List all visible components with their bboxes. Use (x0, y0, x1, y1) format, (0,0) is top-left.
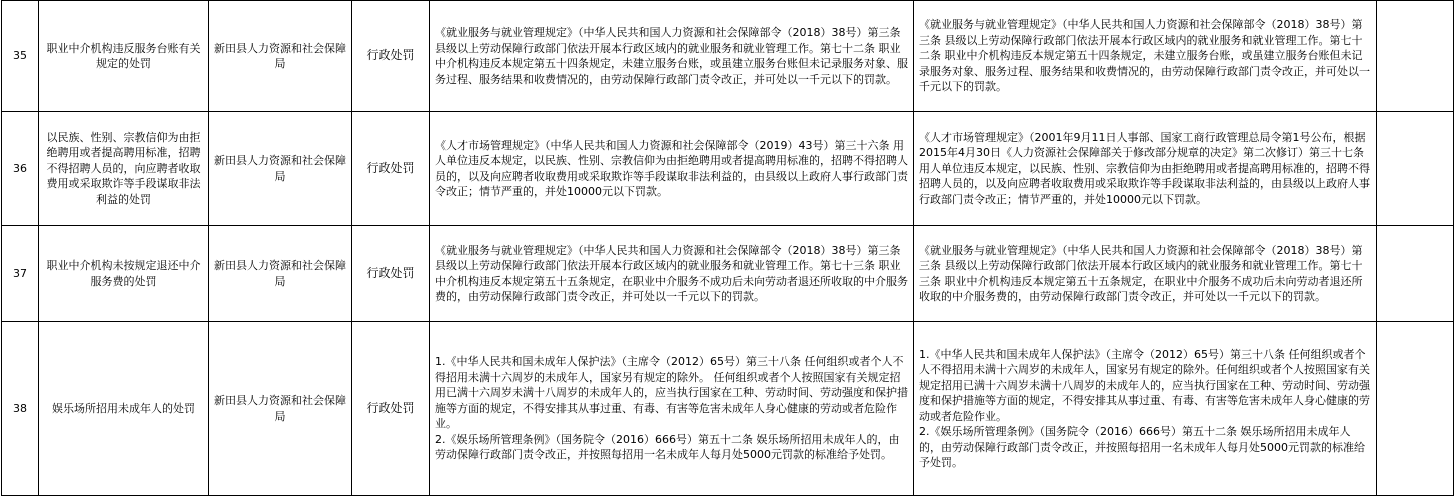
basis-paragraph: 《就业服务与就业管理规定》（中华人民共和国人力资源和社会保障部令（2018）38号）第三条 县级以上劳动保障行政部门依法开展本行政区域内的就业服务和就业管理工作。第七十三条 职业中介机构违反本规定第五十五条规定，在职业中介服务不成功后未向劳动者退还所收取的中介服务费的，由劳动保障行政部门责令改正，并可处以一千元以下的罚款。 (919, 243, 1363, 303)
basis-paragraph: 《就业服务与就业管理规定》（中华人民共和国人力资源和社会保障部令（2018）38号）第三条 县级以上劳动保障行政部门依法开展本行政区域内的就业服务和就业管理工作。第七十二条 职业中介机构违反本规定第五十四条规定，未建立服务台账，或虽建立服务台账但未记录服务对象、服务过程、服务结果和收费情况的，由劳动保障行政部门责令改正，并可处以一千元以下的罚款。 (919, 18, 1370, 94)
row-number: 35 (2, 1, 39, 112)
basis-paragraph: 2.《娱乐场所管理条例》（国务院令（2016）666号）第五十二条 娱乐场所招用未成年人的，由劳动保障行政部门责令改正，并按照每招用一名未成年人每月处5000元罚款的标准给予处罚。 (435, 432, 900, 462)
item-name: 职业中介机构违反服务台账有关规定的处罚 (39, 1, 209, 112)
item-name: 职业中介机构未按规定退还中介服务费的处罚 (39, 226, 209, 322)
empty-cell (1377, 112, 1454, 226)
department: 新田县人力资源和社会保障局 (209, 226, 352, 322)
item-type: 行政处罚 (352, 1, 430, 112)
row-number: 38 (2, 322, 39, 496)
table-row (2, 226, 1454, 322)
table-row (2, 1, 1454, 112)
legal-basis (430, 112, 914, 226)
basis-paragraph: 《就业服务与就业管理规定》（中华人民共和国人力资源和社会保障部令（2018）38号）第三条 县级以上劳动保障行政部门依法开展本行政区域内的就业服务和就业管理工作。第七十三条 职业中介机构违反本规定第五十五条规定，在职业中介服务不成功后未向劳动者退还所收取的中介服务费的，由劳动保障行政部门责令改正，并可处以一千元以下的罚款。 (435, 243, 908, 303)
item-type: 行政处罚 (352, 112, 430, 226)
basis-paragraph: 1.《中华人民共和国未成年人保护法》（主席令（2012）65号）第三十八条 任何组织或者个人不得招用未满十六周岁的未成年人，国家另有规定的除外。 任何组织或者个人按照国家有关规定招用已满十六周岁未满十八周岁的未成年人的，应当执行国家在工种、劳动时间、劳动强度和保护措施等方面的规定，不得安排其从事过重、有毒、有害等危害未成年人身心健康的劳动或者危险作业。 (435, 355, 908, 431)
legal-basis-revised (914, 322, 1377, 496)
rules-table (1, 0, 1454, 496)
basis-paragraph: 《人才市场管理规定》（2001年9月11日人事部、国家工商行政管理总局令第1号公布，根据2015年4月30日《人力资源社会保障部关于修改部分规章的决定》第二次修订）第三十七条 用人单位违反本规定，以民族、性别、宗教信仰为由拒绝聘用或者提高聘用标准的，招聘不得招聘人员的，以及向应聘者收取费用或采取欺诈等手段谋取非法利益的，由县级以上政府人事行政部门责令改正；情节严重的，并处10000元以下罚款。 (919, 130, 1370, 206)
basis-paragraph: 1.《中华人民共和国未成年人保护法》（主席令（2012）65号）第三十八条 任何组织或者个人不得招用未满十六周岁的未成年人，国家另有规定的除外。任何组织或者个人按照国家有关规定招用已满十六周岁未满十八周岁的未成年人的，应当执行国家在工种、劳动时间、劳动强度和保护措施等方面的规定，不得安排其从事过重、有毒、有害等危害未成年人身心健康的劳动或者危险作业。 (919, 347, 1370, 423)
legal-basis (430, 322, 914, 496)
empty-cell (1377, 1, 1454, 112)
item-name: 娱乐场所招用未成年人的处罚 (39, 322, 209, 496)
empty-cell (1377, 322, 1454, 496)
basis-paragraph: 《人才市场管理规定》（中华人民共和国人力资源和社会保障部令（2019）43号）第三十六条 用人单位违反本规定，以民族、性别、宗教信仰为由拒绝聘用或者提高聘用标准的，招聘不得招聘人员的，以及向应聘者收取费用或采取欺诈等手段谋取非法利益的，由县级以上政府人事行政部门责令改正；情节严重的，并处10000元以下罚款。 (435, 138, 908, 198)
department: 新田县人力资源和社会保障局 (209, 112, 352, 226)
department: 新田县人力资源和社会保障局 (209, 1, 352, 112)
legal-basis (430, 226, 914, 322)
row-number: 37 (2, 226, 39, 322)
table-row (2, 322, 1454, 496)
legal-basis-revised (914, 1, 1377, 112)
item-type: 行政处罚 (352, 322, 430, 496)
table-row (2, 112, 1454, 226)
basis-paragraph: 2.《娱乐场所管理条例》（国务院令（2016）666号）第五十二条 娱乐场所招用未成年人的，由劳动保障行政部门责令改正，并按照每招用一名未成年人每月处5000元罚款的标准给予处罚。 (919, 425, 1365, 469)
item-type: 行政处罚 (352, 226, 430, 322)
legal-basis-revised (914, 112, 1377, 226)
legal-basis (430, 1, 914, 112)
row-number: 36 (2, 112, 39, 226)
empty-cell (1377, 226, 1454, 322)
department: 新田县人力资源和社会保障局 (209, 322, 352, 496)
legal-basis-revised (914, 226, 1377, 322)
basis-paragraph: 《就业服务与就业管理规定》（中华人民共和国人力资源和社会保障部令（2018）38号）第三条 县级以上劳动保障行政部门依法开展本行政区域内的就业服务和就业管理工作。第七十二条 职业中介机构违反本规定第五十四条规定，未建立服务台账，或虽建立服务台账但未记录服务对象、服务过程、服务结果和收费情况的，由劳动保障行政部门责令改正，并可处以一千元以下的罚款。 (435, 26, 908, 86)
item-name: 以民族、性别、宗教信仰为由拒绝聘用或者提高聘用标准，招聘不得招聘人员的，向应聘者收取费用或采取欺诈等手段谋取非法利益的处罚 (39, 112, 209, 226)
